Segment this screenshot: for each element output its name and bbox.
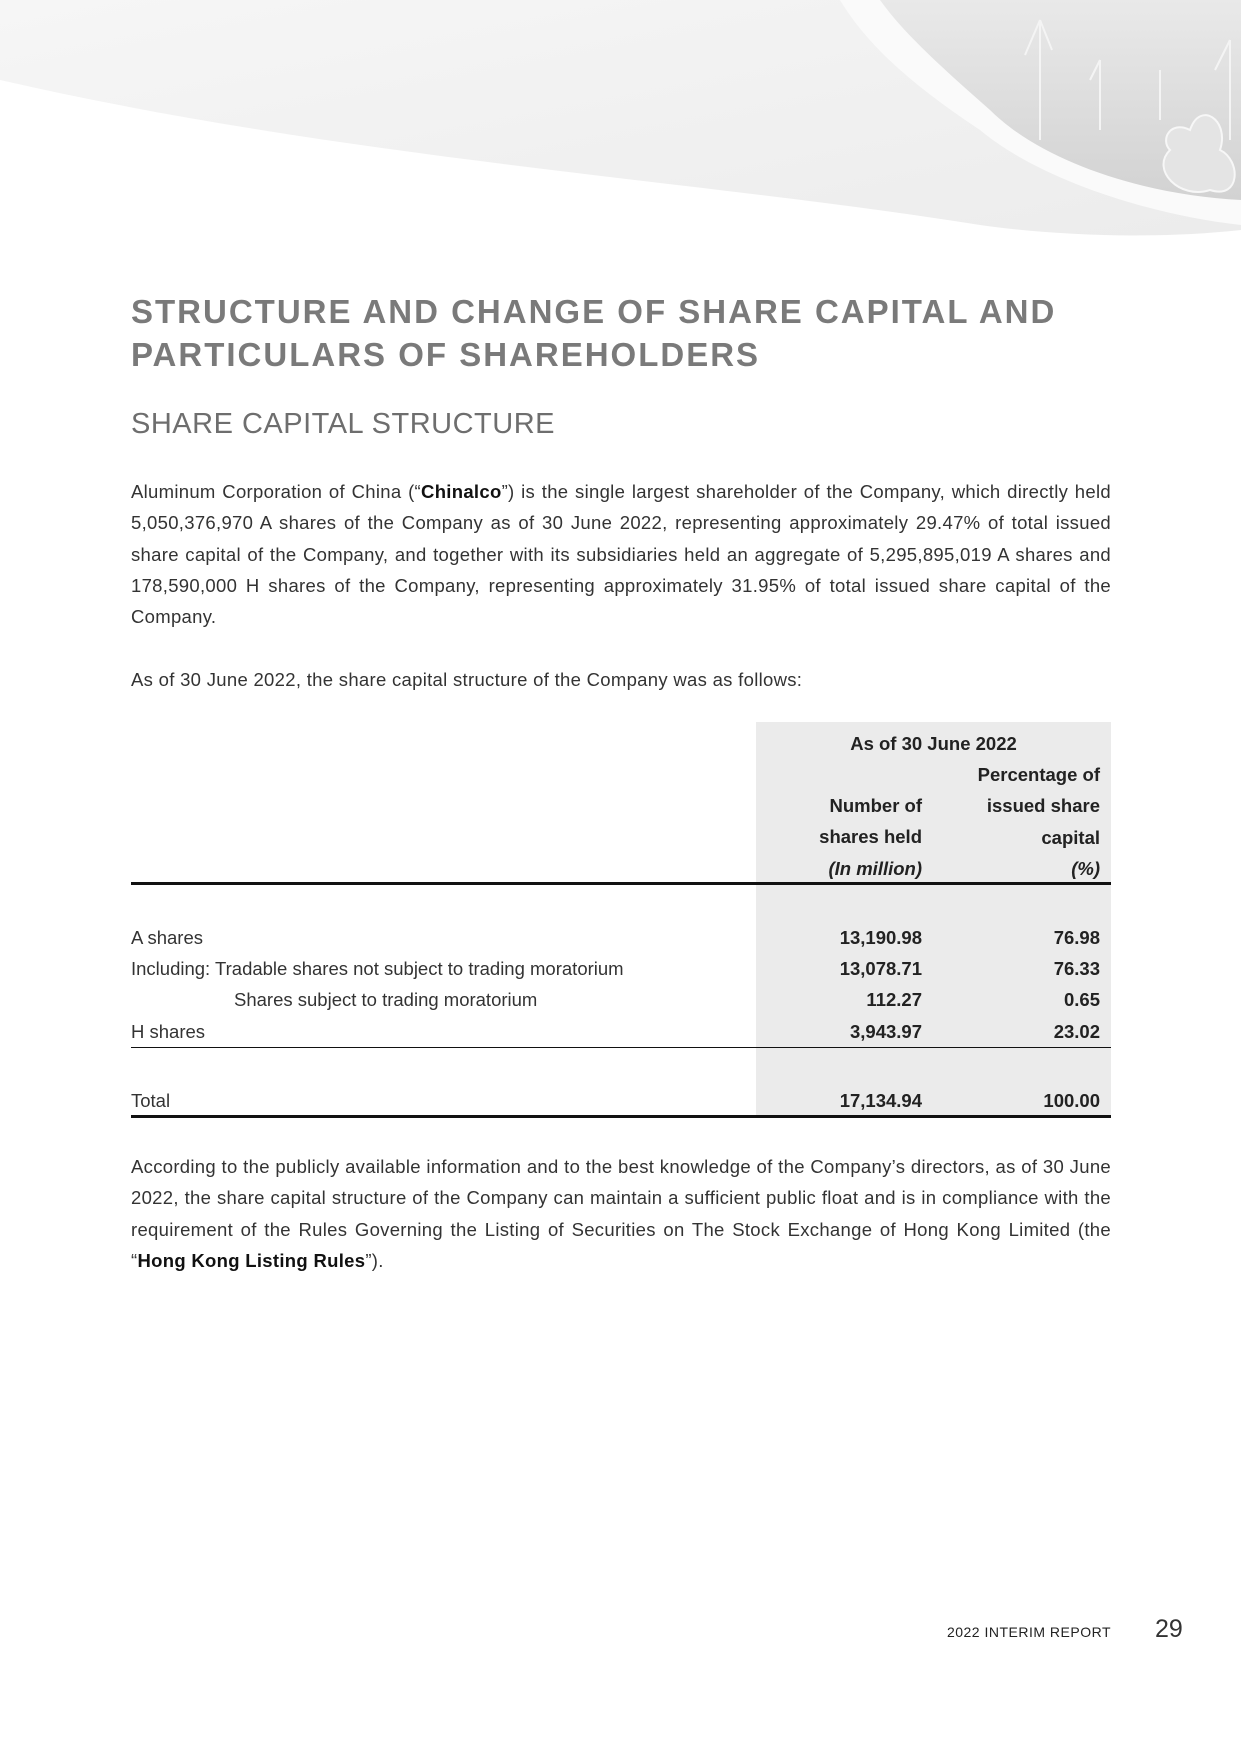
row-label: Shares subject to trading moratorium bbox=[234, 989, 538, 1010]
header-rule bbox=[131, 882, 1111, 885]
page-number: 29 bbox=[1155, 1615, 1183, 1643]
lead-in-text: As of 30 June 2022, the share capital structure of the Company was as follows: bbox=[131, 669, 803, 690]
section-subtitle: SHARE CAPITAL STRUCTURE bbox=[131, 408, 555, 440]
col-header-line: shares held bbox=[819, 826, 922, 848]
total-pct: 100.00 bbox=[1043, 1090, 1100, 1111]
col-header-unit: (%) bbox=[1071, 857, 1100, 879]
intro-bold-term: Chinalco bbox=[421, 481, 502, 502]
col-header-line: Percentage of bbox=[977, 764, 1100, 785]
table-row bbox=[131, 984, 1111, 1015]
closing-text-cont: ”). bbox=[365, 1249, 384, 1271]
table-period-header: As of 30 June 2022 bbox=[850, 733, 1017, 754]
intro-text-cont: ”) is the single largest shareholder of the Company, which directly held 5,050,376,970 A shares of the Company as of 30 June 2022, representing approximately 29.47% of total issued share capital of the Company, and together with its subsidiaries held an aggregate of 5,295,895,019 A shares and 178,590,000 H shares of the Company, representing approximately 31.95% of total issued share capital of the Company. bbox=[131, 481, 1111, 628]
table-row bbox=[131, 953, 1111, 984]
row-shares: 13,190.98 bbox=[839, 927, 922, 948]
row-shares: 3,943.97 bbox=[849, 1021, 922, 1042]
total-label: Total bbox=[131, 1090, 171, 1111]
page-title: STRUCTURE AND CHANGE OF SHARE CAPITAL AND PARTICULARS OF SHAREHOLDERS bbox=[131, 293, 1057, 373]
col-header-line: Number of bbox=[829, 795, 922, 816]
row-pct: 23.02 bbox=[1053, 1021, 1100, 1042]
table-row bbox=[131, 922, 1111, 953]
report-name: 2022 INTERIM REPORT bbox=[946, 1624, 1111, 1640]
table-row bbox=[131, 1016, 1111, 1047]
closing-text: According to the publicly available information and to the best knowledge of the Company’s directors, as of 30 June 2022, the share capital structure of the Company can maintain a sufficient public float and is in compliance with the requirement of the Rules Governing the Listing of Securities on The Stock Exchange of Hong Kong Limited (the “ bbox=[131, 1156, 1111, 1271]
closing-bold-term: Hong Kong Listing Rules bbox=[137, 1249, 366, 1271]
decorative-banner bbox=[0, 0, 1241, 240]
total-rule bbox=[131, 1115, 1111, 1118]
col-header-pct bbox=[930, 759, 1100, 884]
intro-paragraph bbox=[131, 476, 1111, 632]
row-pct: 0.65 bbox=[1063, 989, 1100, 1010]
col-header-line: capital bbox=[1041, 826, 1100, 848]
col-header-shares bbox=[756, 790, 922, 884]
row-label: H shares bbox=[131, 1021, 206, 1042]
subtotal-rule bbox=[131, 1047, 1111, 1048]
table-total-row bbox=[131, 1085, 1111, 1116]
col-header-unit: (In million) bbox=[828, 857, 922, 879]
row-pct: 76.33 bbox=[1053, 958, 1100, 979]
row-label: A shares bbox=[131, 927, 203, 948]
row-pct: 76.98 bbox=[1053, 927, 1100, 948]
intro-text: Aluminum Corporation of China (“ bbox=[131, 481, 422, 502]
row-shares: 112.27 bbox=[866, 989, 922, 1010]
row-shares: 13,078.71 bbox=[839, 958, 922, 979]
col-header-line: issued share bbox=[986, 795, 1100, 817]
row-label: Including: Tradable shares not subject to trading moratorium bbox=[131, 958, 624, 979]
total-shares: 17,134.94 bbox=[839, 1090, 922, 1111]
closing-paragraph bbox=[131, 1151, 1111, 1276]
